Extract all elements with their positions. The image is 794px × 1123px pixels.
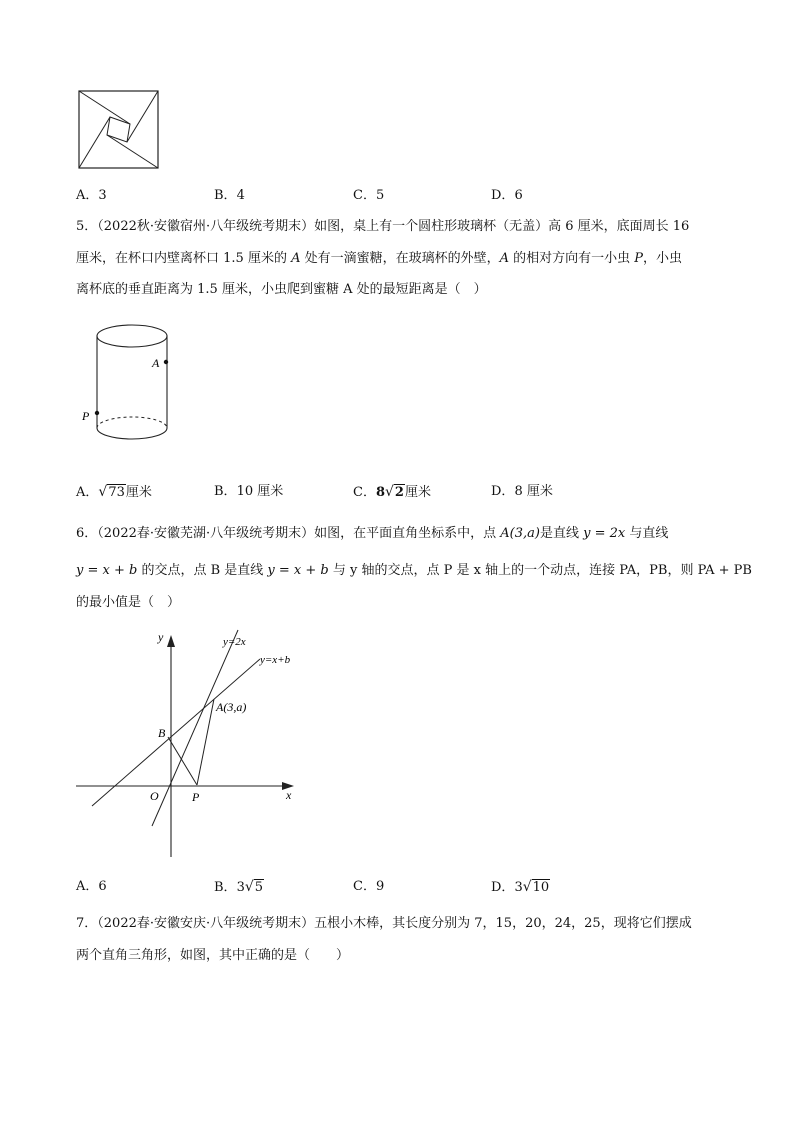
- q6-line-3: 的最小值是（ ）: [76, 595, 181, 610]
- q6-fig-label-y: y: [158, 630, 164, 644]
- q6-fig-label-x: x: [286, 788, 292, 802]
- q4-option-a: A．3: [76, 188, 107, 203]
- q5-option-c: C．8√2厘米: [353, 484, 431, 500]
- q7-line-2: 两个直角三角形，如图，其中正确的是（ ）: [76, 948, 350, 963]
- q5-cylinder-figure: [75, 320, 175, 446]
- q6-fig-label-p: P: [192, 790, 200, 804]
- q4-option-c: C．5: [353, 188, 385, 203]
- q6-fig-label-line2: y=x+b: [260, 654, 291, 666]
- q5-option-a: A．√73厘米: [76, 484, 152, 500]
- q6-coordinate-figure: [70, 625, 310, 860]
- q5-line-3: 离杯底的垂直距离为 1.5 厘米，小虫爬到蜜糖 A 处的最短距离是（ ）: [76, 282, 487, 297]
- q6-fig-label-o: O: [150, 789, 159, 803]
- q6-fig-label-b: B: [158, 726, 166, 740]
- q5-fig-label-p: P: [82, 409, 90, 423]
- q6-fig-label-a: A(3,a): [216, 700, 247, 714]
- q4-figure: [77, 89, 161, 171]
- q6-line-1: 6．（2022春·安徽芜湖·八年级统考期末）如图，在平面直角坐标系中，点 A(3,a)是直线 y = 2x 与直线: [76, 526, 669, 541]
- q6-option-b: B．3√5: [214, 879, 264, 895]
- q7-line-1: 7．（2022春·安徽安庆·八年级统考期末）五根小木棒，其长度分别为 7，15，20，24，25，现将它们摆成: [76, 916, 692, 931]
- q6-line-2: y = x + b 的交点，点 B 是直线 y = x + b 与 y 轴的交点，点 P 是 x 轴上的一个动点，连接 PA，PB，则 PA + PB: [76, 563, 752, 578]
- q4-option-d: D．6: [491, 188, 523, 203]
- q5-option-d: D．8 厘米: [491, 484, 553, 499]
- q5-option-b: B．10 厘米: [214, 484, 284, 499]
- q6-fig-label-line1: y=2x: [223, 636, 246, 648]
- q4-option-b: B．4: [214, 188, 245, 203]
- q5-line-1: 5．（2022秋·安徽宿州·八年级统考期末）如图，桌上有一个圆柱形玻璃杯（无盖）高 6 厘米，底面周长 16: [76, 219, 690, 234]
- q5-fig-label-a: A: [152, 356, 160, 370]
- q6-option-a: A．6: [76, 879, 107, 894]
- q6-option-c: C．9: [353, 879, 385, 894]
- q6-option-d: D．3√10: [491, 879, 550, 895]
- q5-line-2: 厘米，在杯口内壁离杯口 1.5 厘米的 A 处有一滴蜜糖，在玻璃杯的外壁，A 的相对方向有一小虫 P，小虫: [76, 251, 683, 266]
